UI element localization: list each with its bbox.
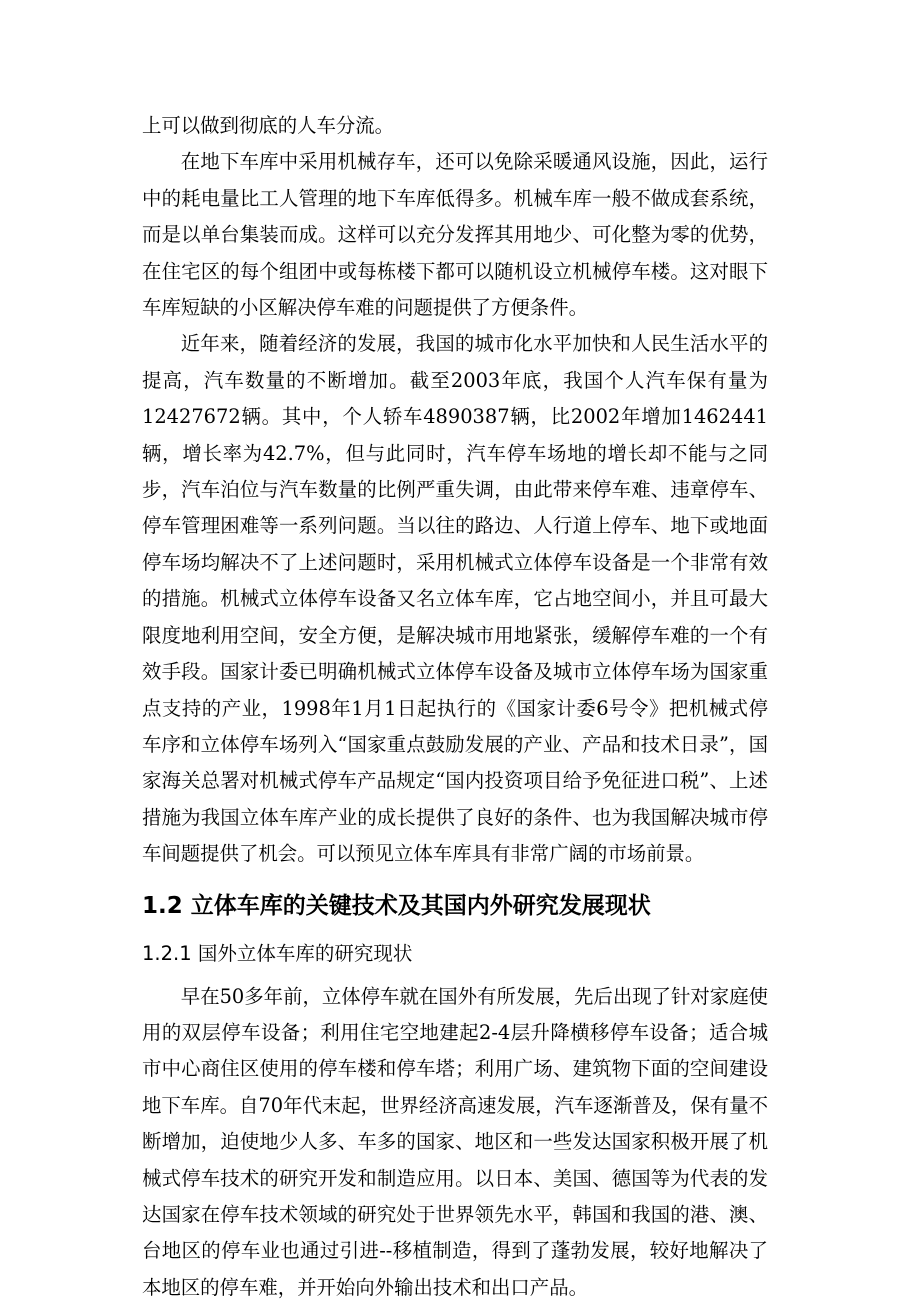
paragraph-market-background: 近年来，随着经济的发展，我国的城市化水平加快和人民生活水平的提高，汽车数量的不断增加。截至2003年底，我国个人汽车保有量为12427672辆。其中，个人轿车4890387辆，比2002年增加1462441辆，增长率为42.7%，但与此同时，汽车停车场地的增长却不能与之同步，汽车泊位与汽车数量的比例严重失调，由此带来停车难、违章停车、停车管理困难等一系列问题。当以往的路边、人行道上停车、地下或地面停车场均解决不了上述问题时，采用机械式立体停车设备是一个非常有效的措施。机械式立体停车设备又名立体车库，它占地空间小，并且可最大限度地利用空间，安全方便，是解决城市用地紧张，缓解停车难的一个有效手段。国家计委已明确机械式立体停车设备及城市立体停车场为国家重点支持的产业，1998年1月1日起执行的《国家计委6号令》把机械式停车序和立体停车场列入“国家重点鼓励发展的产业、产品和技术日录”，国家海关总署对机械式停车产品规定“国内投资项目给予免征进口税”、上述措施为我国立体车库产业的成长提供了良好的条件、也为我国解决城市停车间题提供了机会。可以预见立体车库具有非常广阔的市场前景。 — [142, 332, 768, 866]
paragraph-underground-garage: 在地下车库中采用机械存车，还可以免除采暖通风设施，因此，运行中的耗电量比工人管理的地下车库低得多。机械车库一般不做成套系统，而是以单台集装而成。这样可以充分发挥其用地少、可化整为零的优势，在住宅区的每个组团中或每栋楼下都可以随机设立机械停车楼。这对眼下车库短缺的小区解决停车难的问题提供了方便条件。 — [142, 150, 768, 320]
paragraph-foreign-research: 早在50多年前，立体停车就在国外有所发展，先后出现了针对家庭使用的双层停车设备；利用住宅空地建起2-4层升降横移停车设备；适合城市中心商住区使用的停车楼和停车塔；利用广场、建筑物下面的空间建设地下车库。自70年代末起，世界经济高速发展，汽车逐渐普及，保有量不断增加，迫使地少人多、车多的国家、地区和一些发达国家积极开展了机械式停车技术的研究开发和制造应用。以日本、美国、德国等为代表的发达国家在停车技术领域的研究处于世界领先水平，韩国和我国的港、澳、台地区的停车业也通过引进--移植制造，得到了蓬勃发展，较好地解决了本地区的停车难，并开始向外输出技术和出口产品。 — [142, 984, 768, 1299]
paragraph-continuation: 上可以做到彻底的人车分流。 — [142, 114, 395, 137]
document-page — [142, 108, 768, 1306]
subsection-heading: 1.2.1 国外立体车库的研究现状 — [142, 941, 413, 965]
section-heading: 1.2 立体车库的关键技术及其国内外研究发展现状 — [142, 892, 651, 919]
